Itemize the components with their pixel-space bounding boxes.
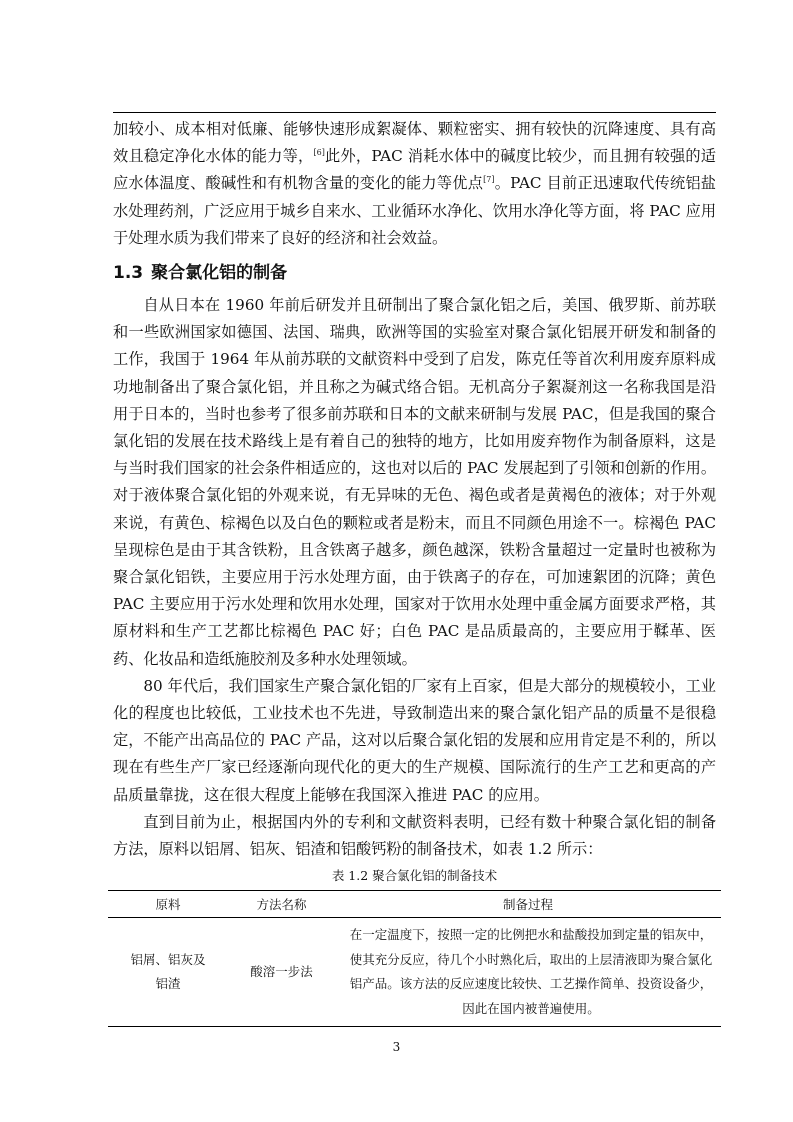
paragraph-text: 。PAC 目前正迅速取代传统铝盐水处理药剂，广泛应用于城乡自来水、工业循环水净化、饮用水净化等方面，将 PAC 应用于处理水质为我们带来了良好的经济和社会效益。 — [113, 174, 717, 247]
column-header: 方法名称 — [228, 891, 335, 918]
paragraph-text: 此外，PAC 消耗水体中的碱度比较少，而且拥有较强的适应水体温度、酸碱性和有机物含量的变化的能力等优点 — [113, 147, 716, 193]
table-header-row — [108, 891, 721, 918]
preparation-table — [108, 890, 721, 1027]
paragraph-text: 加较小、成本相对低廉、能够快速形成絮凝体、颗粒密实、拥有较快的沉降速度、具有高效且稳定净化水体的能力等， — [113, 120, 716, 166]
table-cell: 在一定温度下，按照一定的比例把水和盐酸投加到定量的铝灰中，使其充分反应，待几个小时熟化后，取出的上层清液即为聚合氯化铝产品。该方法的反应速度比较快、工艺操作简单、投资设备少，因此在国内被普遍使用。 — [335, 918, 721, 1027]
column-header: 制备过程 — [335, 891, 721, 918]
section-heading — [113, 258, 716, 288]
citation-marker: [6] — [313, 148, 325, 158]
table-row — [108, 918, 721, 1027]
page-number: 3 — [392, 1040, 401, 1054]
paragraph-continued — [113, 116, 716, 252]
paragraph: 直到目前为止，根据国内外的专利和文献资料表明，已经有数十种聚合氯化铝的制备方法，原料以铝屑、铝灰、铝渣和铝酸钙粉的制备技术，如表 1.2 所示： — [113, 812, 716, 859]
section-title: 聚合氯化铝的制备 — [151, 263, 288, 284]
table-caption: 表 1.2 聚合氯化铝的制备技术 — [331, 868, 498, 884]
table-cell-text: 铝屑、铝灰及铝渣 — [130, 951, 206, 992]
column-header: 原料 — [108, 891, 228, 918]
table-cell — [108, 918, 228, 1027]
paragraph: 80 年代后，我们国家生产聚合氯化铝的厂家有上百家，但是大部分的规模较小，工业化的程度也比较低，工业技术也不先进，导致制造出来的聚合氯化铝产品的质量不是很稳定，不能产出高品位的 PAC 产品，这对以后聚合氯化铝的发展和应用肯定是不利的，所以现在有些生产厂家已经逐渐向现代化的更大的生产规模、国际流行的生产工艺和更高的产品质量靠拢，这在很大程度上能够在我国深入推进 PAC 的应用。 — [113, 676, 717, 804]
table-cell: 酸溶一步法 — [228, 918, 335, 1027]
section-number: 1.3 — [113, 263, 144, 284]
page-body — [113, 116, 716, 1027]
citation-marker: [7] — [483, 175, 495, 185]
paragraph: 自从日本在 1960 年前后研发并且研制出了聚合氯化铝之后，美国、俄罗斯、前苏联和一些欧洲国家如德国、法国、瑞典，欧洲等国的实验室对聚合氯化铝展开研发和制备的工作，我国于 1964 年从前苏联的文献资料中受到了启发，陈克任等首次利用废弃原料成功地制备出了聚合氯化铝，并且称之为碱式络合铝。无机高分子絮凝剂这一名称我国是沿用于日本的，当时也参考了很多前苏联和日本的文献来研制与发展 PAC，但是我国的聚合氯化铝的发展在技术路线上是有着自己的独特的地方，比如用废弃物作为制备原料，这是与当时我们国家的社会条件相适应的，这也对以后的 PAC 发展起到了引领和创新的作用。对于液体聚合氯化铝的外观来说，有无异味的无色、褐色或者是黄褐色的液体；对于外观来说，有黄色、棕褐色以及白色的颗粒或者是粉末，而且不同颜色用途不一。棕褐色 PAC 呈现棕色是由于其含铁粉，且含铁离子越多，颜色越深，铁粉含量超过一定量时也被称为聚合氯化铝铁，主要应用于污水处理方面，由于铁离子的存在，可加速絮团的沉降；黄色 PAC 主要应用于污水处理和饮用水处理，国家对于饮用水处理中重金属方面要求严格，其原材料和生产工艺都比棕褐色 PAC 好；白色 PAC 是品质最高的，主要应用于鞣革、医药、化妆品和造纸施胶剂及多种水处理领域。 — [113, 296, 717, 668]
header-rule — [113, 112, 716, 113]
